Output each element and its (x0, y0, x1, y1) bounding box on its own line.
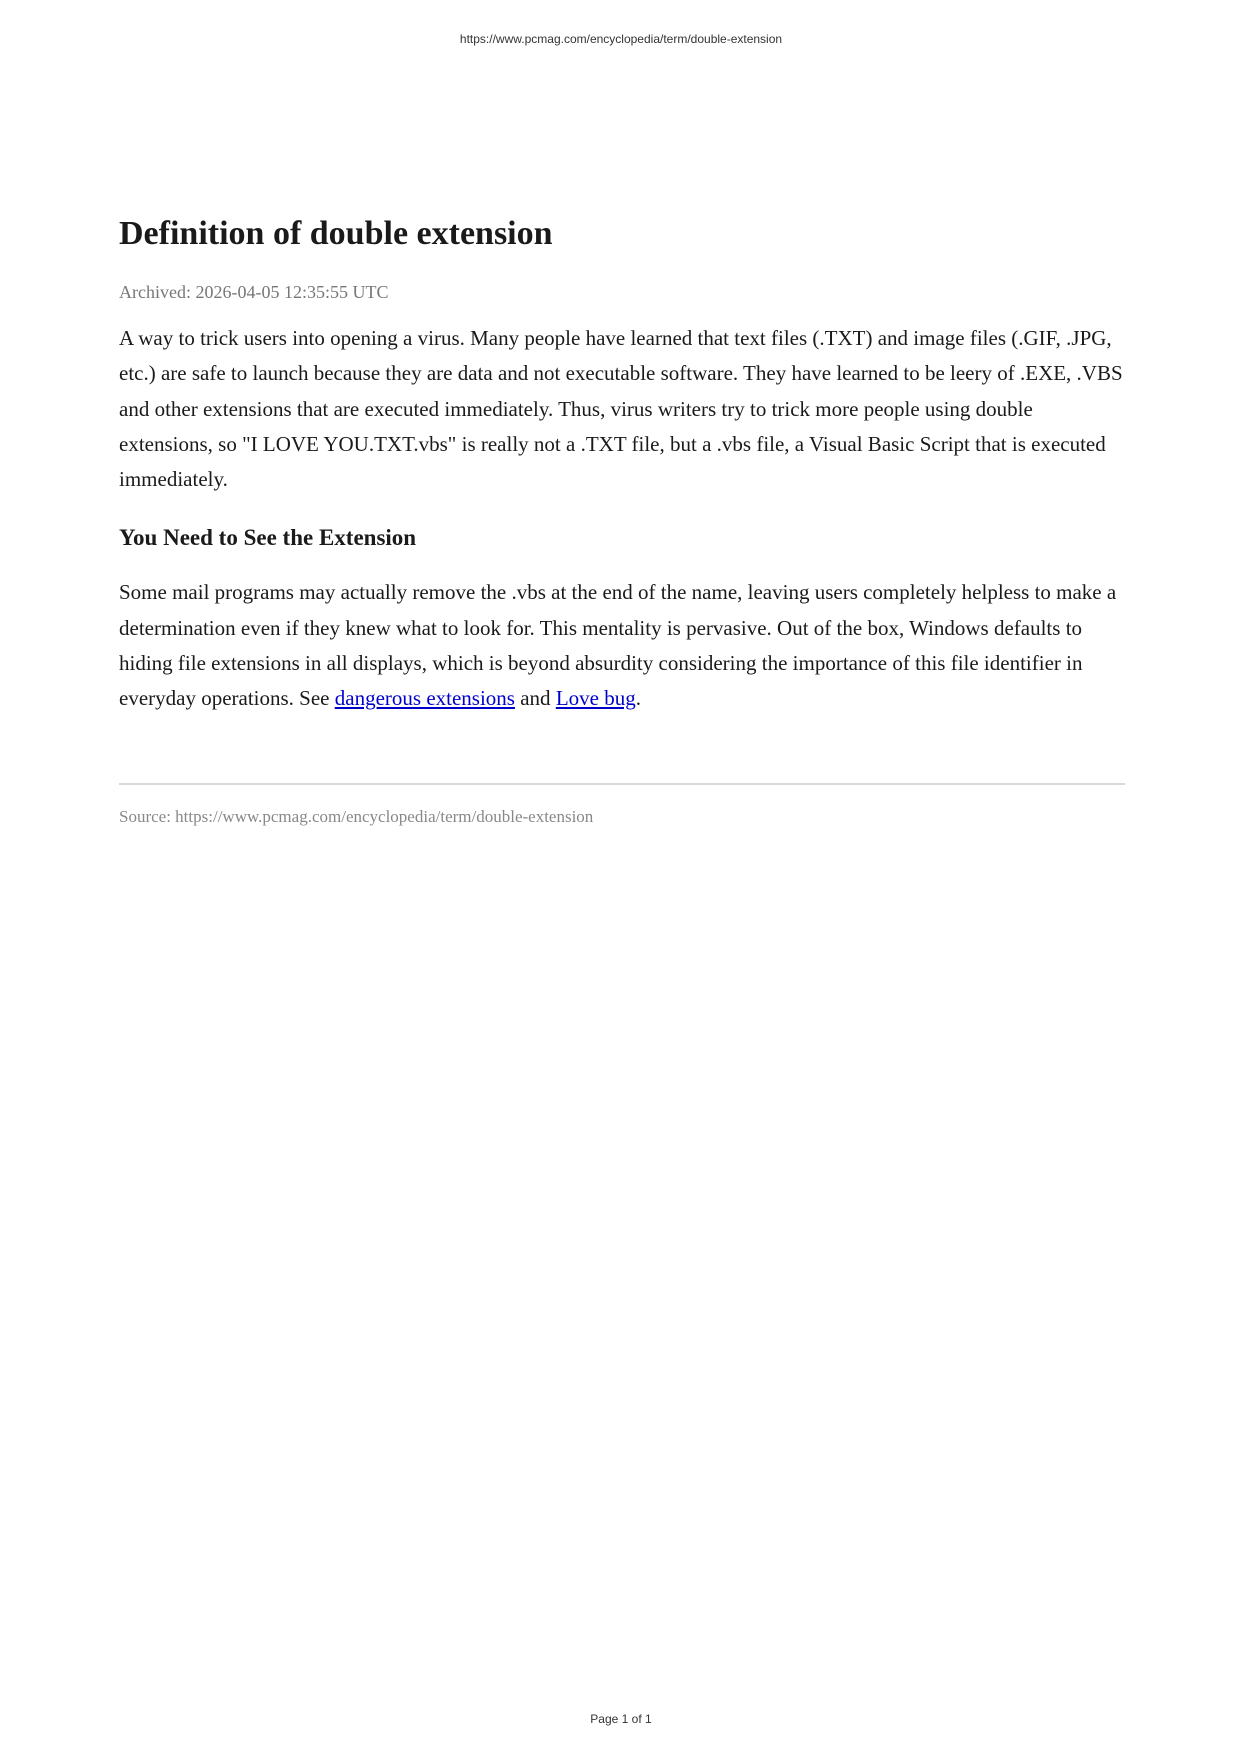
article (119, 214, 1125, 828)
section-paragraph-text: Some mail programs may actually remove the .vbs at the end of the name, leaving users completely helpless to make a determination even if they knew what to look for. This mentality is pervasive. Out of the box, Windows defaults to hiding file extensions in all displays, which is beyond absurdity considering the importance of this file identifier in everyday operations. See (119, 580, 1117, 711)
section-heading: You Need to See the Extension (119, 525, 417, 551)
divider (119, 783, 1125, 785)
trailing-period: . (635, 686, 641, 711)
page-header-url: https://www.pcmag.com/encyclopedia/term/double-extension (459, 32, 783, 46)
dangerous-extensions-link[interactable]: dangerous extensions (334, 686, 515, 711)
source-line: Source: https://www.pcmag.com/encyclopedia/term/double-extension (119, 806, 594, 826)
love-bug-link[interactable]: Love bug (555, 686, 636, 711)
conjunction-text: and (514, 686, 556, 711)
section-paragraph (119, 575, 1125, 716)
page-title: Definition of double extension (119, 215, 553, 252)
archived-timestamp: Archived: 2026-04-05 12:35:55 UTC (119, 282, 389, 302)
intro-paragraph: A way to trick users into opening a virus. Many people have learned that text files (.TXT) and image files (.GIF, .JPG, etc.) are safe to launch because they are data and not executable software. They have learned to be leery of .EXE, .VBS and other extensions that are executed immediately. Thus, virus writers try to trick more people using double extensions, so "I LOVE YOU.TXT.vbs" is really not a .TXT file, but a .vbs file, a Visual Basic Script that is executed immediately. (119, 326, 1123, 492)
page-number: Page 1 of 1 (590, 1712, 652, 1726)
